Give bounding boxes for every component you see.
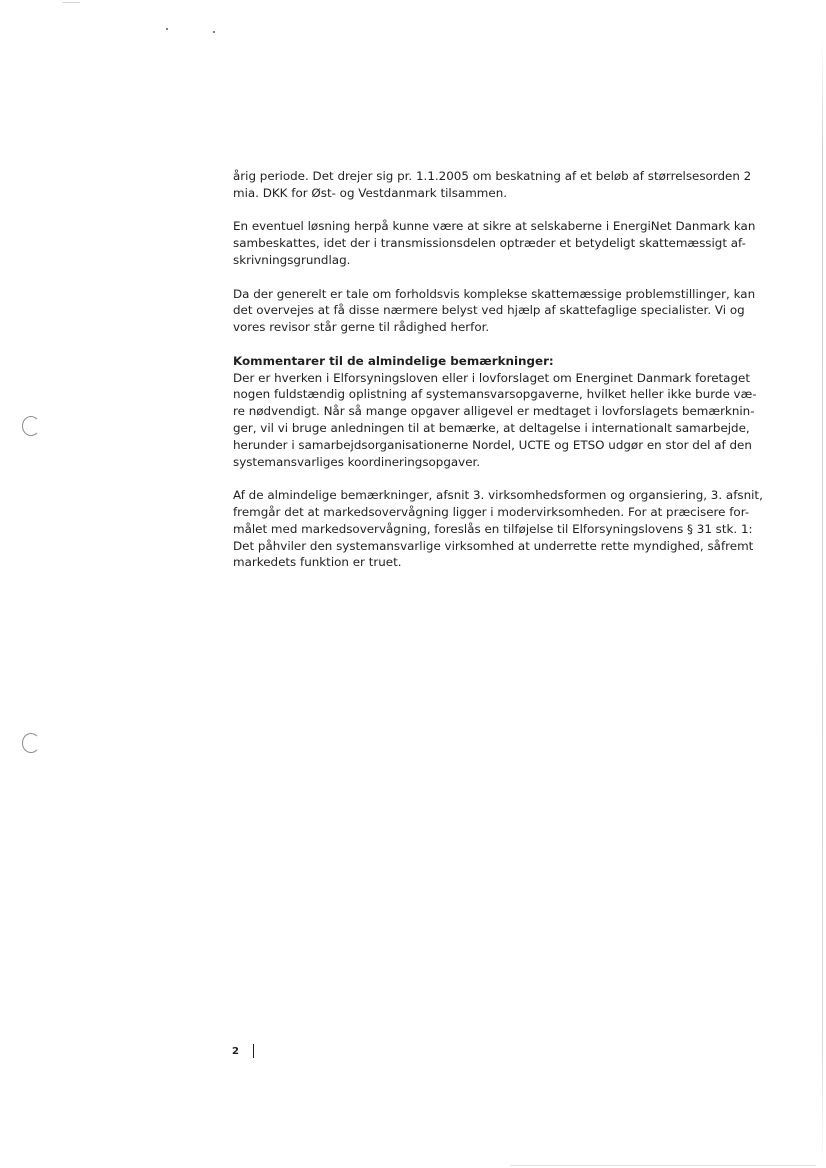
- page-number-divider: [253, 1044, 254, 1058]
- scan-speck: [213, 31, 215, 33]
- text-line: re nødvendigt. Når så mange opgaver alligevel er medtaget i lovforslagets bemærknin-: [233, 404, 755, 419]
- page-number: 2: [232, 1046, 239, 1057]
- text-line: det overvejes at få disse nærmere belyst ved hjælp af skattefaglige specialister. Vi og: [233, 303, 745, 318]
- text-line: vores revisor står gerne til rådighed herfor.: [233, 320, 490, 335]
- text-line: markedets funktion er truet.: [233, 555, 402, 570]
- paragraph-tax-specialists: [233, 286, 756, 336]
- text-line: fremgår det at markedsovervågning ligger i modervirksomheden. For at præcisere for-: [233, 504, 750, 519]
- text-line: skrivningsgrundlag.: [233, 252, 351, 267]
- paragraph-market-monitoring: [233, 487, 763, 571]
- scan-speck: [166, 28, 168, 30]
- text-line: Af de almindelige bemærkninger, afsnit 3. virksomhedsformen og organsiering, 3. afsnit,: [233, 488, 763, 503]
- text-line: sambeskattes, idet der i transmissionsdelen optræder et betydeligt skattemæssigt af-: [233, 236, 746, 251]
- letter-body: [233, 168, 763, 588]
- text-line: målet med markedsovervågning, foreslås en tilføjelse til Elforsyningslovens § 31 stk. 1:: [233, 521, 753, 536]
- paragraph-tax-amount: [233, 168, 752, 202]
- text-line: ger, vil vi bruge anledningen til at bemærke, at deltagelse i internationalt samarbejde,: [233, 420, 750, 435]
- paragraph-general-remarks: [233, 353, 757, 471]
- text-line: Der er hverken i Elforsyningsloven eller i lovforslaget om Energinet Danmark foretaget: [233, 370, 750, 385]
- text-line: herunder i samarbejdsorganisationerne Nordel, UCTE og ETSO udgør en stor del af den: [233, 437, 752, 452]
- text-line: Det påhviler den systemansvarlige virksomhed at underrette rette myndighed, såfremt: [233, 538, 754, 553]
- scan-artifact-top-line: [62, 2, 80, 3]
- scan-right-edge: [822, 40, 823, 1165]
- text-line: En eventuel løsning herpå kunne være at sikre at selskaberne i EnergiNet Danmark kan: [233, 219, 756, 234]
- text-line: årig periode. Det drejer sig pr. 1.1.2005 om beskatning af et beløb af størrelsesorden 2: [233, 169, 752, 183]
- text-line: mia. DKK for Øst- og Vestdanmark tilsammen.: [233, 185, 508, 200]
- text-line: nogen fuldstændig oplistning af systemansvarsopgaverne, hvilket heller ikke burde væ-: [233, 387, 757, 402]
- text-line: Da der generelt er tale om forholdsvis komplekse skattemæssige problemstillinger, kan: [233, 286, 756, 301]
- text-line: systemansvarliges koordineringsopgaver.: [233, 454, 481, 469]
- scan-bottom-edge: [510, 1165, 816, 1166]
- punch-hole-icon: [22, 733, 40, 753]
- paragraph-joint-taxation: [233, 218, 756, 268]
- punch-hole-icon: [22, 416, 40, 436]
- section-heading: Kommentarer til de almindelige bemærkninger:: [233, 353, 554, 368]
